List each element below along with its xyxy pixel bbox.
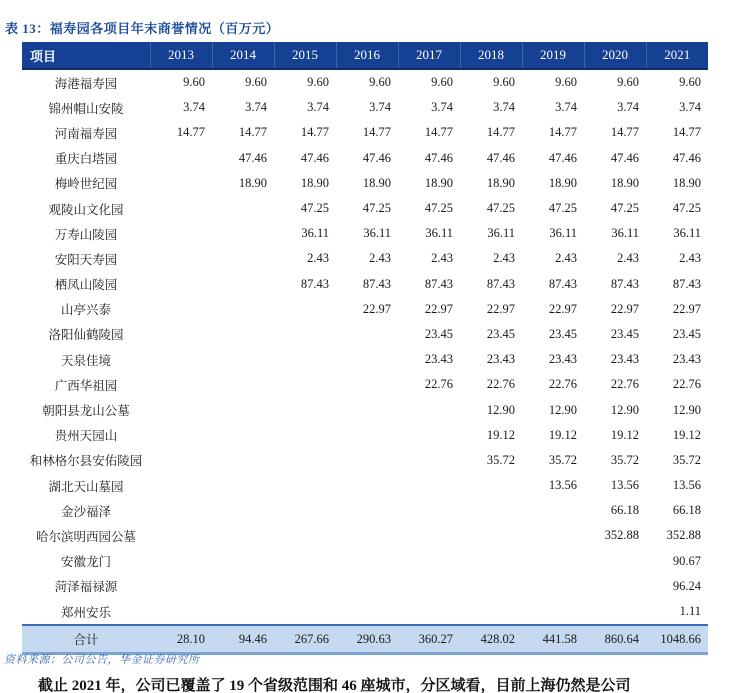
table-row [22,448,708,473]
value-cell: 14.77 [548,125,577,140]
column-header-year-2016: 2016 [336,42,398,69]
value-cell [212,549,274,574]
value-cell [336,372,398,397]
value-cell: 36.11 [549,226,577,241]
project-name-cell: 朝阳县龙山公墓 [42,404,130,419]
value-cell: 3.74 [431,100,453,115]
value-cell: 35.72 [672,452,701,467]
value-cell [150,423,212,448]
value-cell: 3.74 [245,100,267,115]
value-cell: 87.43 [610,276,639,291]
value-cell [274,574,336,599]
value-cell [460,599,522,625]
value-cell [522,599,584,625]
value-cell [212,473,274,498]
value-cell [460,473,522,498]
value-cell [398,599,460,625]
project-name-cell: 郑州安乐 [60,605,111,620]
value-cell: 90.67 [672,553,701,568]
value-cell: 47.25 [610,201,639,216]
value-cell: 14.77 [424,125,453,140]
value-cell: 66.18 [610,503,639,518]
value-cell: 22.97 [548,301,577,316]
value-cell: 23.43 [610,352,639,367]
column-header-year-2015: 2015 [274,42,336,69]
value-cell: 428.02 [460,625,522,654]
table-row [22,322,708,347]
project-name-cell: 金沙福泽 [60,504,111,519]
table-row [22,246,708,271]
value-cell: 13.56 [672,478,701,493]
value-cell: 35.72 [548,452,577,467]
value-cell: 14.77 [362,125,391,140]
value-cell: 3.74 [183,100,205,115]
table-footer [22,625,708,654]
value-cell [274,599,336,625]
project-name-cell: 安阳天寿园 [54,252,118,267]
value-cell: 47.25 [362,201,391,216]
table-row [22,549,708,574]
value-cell [274,473,336,498]
table-body [22,69,708,625]
value-cell [398,549,460,574]
value-cell [212,196,274,221]
value-cell: 23.43 [424,352,453,367]
value-cell: 47.46 [300,150,329,165]
value-cell: 441.58 [522,625,584,654]
value-cell [150,599,212,625]
value-cell: 12.90 [672,402,701,417]
value-cell: 9.60 [183,75,205,90]
project-name-cell: 哈尔滨明西园公墓 [35,529,136,544]
value-cell [398,574,460,599]
value-cell [150,322,212,347]
project-name-cell: 重庆白塔园 [54,152,118,167]
project-name-cell: 万寿山陵园 [54,227,118,242]
column-header-year-2020: 2020 [584,42,646,69]
value-cell: 23.43 [486,352,515,367]
table-row [22,347,708,372]
value-cell [336,397,398,422]
value-cell: 14.77 [300,125,329,140]
value-cell: 36.11 [363,226,391,241]
value-cell: 3.74 [555,100,577,115]
value-cell: 3.74 [679,100,701,115]
value-cell [460,523,522,548]
value-cell: 9.60 [431,75,453,90]
value-cell [336,498,398,523]
project-name-cell: 广西华祖园 [54,378,118,393]
project-name-cell: 海港福寿园 [54,76,118,91]
table-row [22,95,708,120]
table-row [22,498,708,523]
value-cell: 13.56 [610,478,639,493]
value-cell [212,372,274,397]
value-cell: 22.76 [486,377,515,392]
value-cell: 1.11 [679,604,701,619]
table-row [22,473,708,498]
value-cell [336,423,398,448]
value-cell: 2.43 [555,251,577,266]
value-cell [212,397,274,422]
value-cell [150,246,212,271]
value-cell: 23.43 [672,352,701,367]
value-cell: 9.60 [555,75,577,90]
project-name-cell: 贵州天园山 [54,429,118,444]
value-cell [460,498,522,523]
value-cell [398,473,460,498]
value-cell [150,272,212,297]
value-cell: 87.43 [362,276,391,291]
value-cell [398,397,460,422]
value-cell [460,574,522,599]
value-cell [584,549,646,574]
value-cell: 87.43 [300,276,329,291]
value-cell [398,448,460,473]
value-cell [274,498,336,523]
value-cell: 3.74 [369,100,391,115]
value-cell: 14.77 [176,125,205,140]
goodwill-table [22,42,708,655]
project-name-cell: 河南福寿园 [54,126,118,141]
value-cell [150,397,212,422]
project-name-cell: 锦州帽山安陵 [48,101,124,116]
value-cell: 9.60 [369,75,391,90]
value-cell [212,523,274,548]
value-cell: 87.43 [424,276,453,291]
value-cell: 22.97 [672,301,701,316]
value-cell: 23.45 [548,326,577,341]
value-cell: 47.46 [486,150,515,165]
project-name-cell: 梅岭世纪园 [54,177,118,192]
column-header-year-2018: 2018 [460,42,522,69]
table-row [22,146,708,171]
value-cell: 9.60 [617,75,639,90]
value-cell: 12.90 [610,402,639,417]
table-row [22,397,708,422]
value-cell: 47.25 [424,201,453,216]
value-cell: 860.64 [584,625,646,654]
value-cell: 47.46 [238,150,267,165]
value-cell [336,523,398,548]
value-cell: 18.90 [610,175,639,190]
value-cell: 47.46 [548,150,577,165]
value-cell: 12.90 [548,402,577,417]
value-cell: 47.25 [672,201,701,216]
project-name-cell: 和林格尔县安佑陵园 [29,454,143,469]
value-cell [212,246,274,271]
table-row [22,272,708,297]
project-name-cell: 天泉佳境 [60,353,111,368]
value-cell [336,347,398,372]
value-cell [336,574,398,599]
table-row [22,297,708,322]
value-cell: 47.25 [548,201,577,216]
value-cell: 22.97 [424,301,453,316]
value-cell: 36.11 [425,226,453,241]
value-cell: 9.60 [493,75,515,90]
value-cell: 14.77 [672,125,701,140]
value-cell: 47.46 [610,150,639,165]
table-row [22,196,708,221]
value-cell [274,549,336,574]
value-cell [150,372,212,397]
table-row [22,171,708,196]
value-cell [274,322,336,347]
value-cell: 36.11 [611,226,639,241]
value-cell: 36.11 [301,226,329,241]
value-cell [212,448,274,473]
column-header-year-2017: 2017 [398,42,460,69]
value-cell [212,423,274,448]
value-cell [150,347,212,372]
value-cell: 19.12 [672,427,701,442]
value-cell [212,221,274,246]
value-cell: 47.46 [424,150,453,165]
value-cell [522,549,584,574]
value-cell [150,171,212,196]
value-cell: 352.88 [604,528,639,543]
column-header-year-2014: 2014 [212,42,274,69]
value-cell: 18.90 [300,175,329,190]
value-cell: 87.43 [486,276,515,291]
value-cell: 22.76 [548,377,577,392]
value-cell: 36.11 [673,226,701,241]
table-title: 表 13：福寿园各项目年末商誉情况（百万元） [5,21,280,36]
value-cell: 352.88 [666,528,701,543]
value-cell: 290.63 [336,625,398,654]
body-paragraph-truncated: 截止 2021 年，公司已覆盖了 19 个省级范围和 46 座城市，分区域看，目前上海仍然是公司 [38,678,631,693]
value-cell: 18.90 [672,175,701,190]
value-cell [212,574,274,599]
value-cell: 14.77 [486,125,515,140]
value-cell [274,423,336,448]
value-cell: 9.60 [307,75,329,90]
value-cell: 2.43 [369,251,391,266]
table-row [22,523,708,548]
value-cell [212,272,274,297]
total-row [22,625,708,654]
value-cell: 2.43 [679,251,701,266]
project-name-cell: 山亭兴泰 [60,303,111,318]
value-cell [398,423,460,448]
value-cell: 47.25 [486,201,515,216]
project-name-cell: 湖北天山墓园 [48,479,124,494]
table-row [22,372,708,397]
column-header-year-2013: 2013 [150,42,212,69]
value-cell: 18.90 [548,175,577,190]
value-cell: 36.11 [487,226,515,241]
value-cell: 47.25 [300,201,329,216]
value-cell: 35.72 [610,452,639,467]
value-cell: 19.12 [548,427,577,442]
value-cell: 3.74 [307,100,329,115]
table-row [22,574,708,599]
value-cell: 22.97 [362,301,391,316]
value-cell [212,347,274,372]
value-cell: 23.45 [610,326,639,341]
value-cell: 18.90 [362,175,391,190]
table-row [22,423,708,448]
value-cell [398,523,460,548]
table-header-row [22,42,708,69]
value-cell: 22.76 [424,377,453,392]
value-cell: 19.12 [610,427,639,442]
value-cell: 66.18 [672,503,701,518]
value-cell: 22.76 [672,377,701,392]
value-cell: 47.46 [672,150,701,165]
value-cell [212,498,274,523]
table-row [22,69,708,95]
value-cell [522,574,584,599]
value-cell [150,146,212,171]
value-cell [336,473,398,498]
source-note: 资料来源：公司公告，华金证券研究所 [4,654,200,666]
table-row [22,221,708,246]
value-cell: 3.74 [493,100,515,115]
value-cell [150,448,212,473]
value-cell [212,322,274,347]
value-cell: 2.43 [493,251,515,266]
column-header-year-2021: 2021 [646,42,708,69]
value-cell [584,574,646,599]
column-header-project: 项目 [22,42,150,69]
value-cell: 96.24 [672,578,701,593]
value-cell [522,498,584,523]
value-cell: 22.76 [610,377,639,392]
value-cell: 3.74 [617,100,639,115]
total-label-cell: 合计 [22,625,150,654]
value-cell [274,448,336,473]
value-cell: 23.45 [672,326,701,341]
value-cell: 9.60 [245,75,267,90]
value-cell: 18.90 [424,175,453,190]
value-cell: 23.43 [548,352,577,367]
value-cell [336,322,398,347]
value-cell: 22.97 [486,301,515,316]
value-cell [150,498,212,523]
value-cell: 87.43 [548,276,577,291]
value-cell: 14.77 [610,125,639,140]
value-cell: 12.90 [486,402,515,417]
value-cell [150,221,212,246]
value-cell [336,599,398,625]
value-cell: 2.43 [617,251,639,266]
project-name-cell: 观陵山文化园 [48,202,124,217]
value-cell [274,523,336,548]
value-cell: 18.90 [238,175,267,190]
value-cell [274,297,336,322]
value-cell [150,297,212,322]
value-cell [150,549,212,574]
value-cell [274,372,336,397]
value-cell: 360.27 [398,625,460,654]
value-cell: 2.43 [431,251,453,266]
value-cell: 23.45 [424,326,453,341]
value-cell: 19.12 [486,427,515,442]
project-name-cell: 菏泽福禄源 [54,580,118,595]
project-name-cell: 安徽龙门 [60,555,111,570]
value-cell: 2.43 [307,251,329,266]
value-cell [212,297,274,322]
table-row [22,120,708,145]
value-cell: 47.46 [362,150,391,165]
value-cell [584,599,646,625]
value-cell [150,196,212,221]
value-cell: 22.97 [610,301,639,316]
value-cell [274,397,336,422]
value-cell: 13.56 [548,478,577,493]
value-cell [336,448,398,473]
value-cell [150,523,212,548]
value-cell [336,549,398,574]
value-cell [522,523,584,548]
value-cell: 87.43 [672,276,701,291]
table-row [22,599,708,625]
value-cell [150,473,212,498]
project-name-cell: 洛阳仙鹤陵园 [48,328,124,343]
value-cell [150,574,212,599]
project-name-cell: 栖凤山陵园 [54,278,118,293]
value-cell: 35.72 [486,452,515,467]
value-cell: 1048.66 [646,625,708,654]
value-cell: 14.77 [238,125,267,140]
value-cell: 18.90 [486,175,515,190]
value-cell: 23.45 [486,326,515,341]
value-cell: 9.60 [679,75,701,90]
value-cell [398,498,460,523]
value-cell [460,549,522,574]
table-header [22,42,708,69]
value-cell [274,347,336,372]
value-cell [212,599,274,625]
value-cell: 28.10 [150,625,212,654]
value-cell: 94.46 [212,625,274,654]
value-cell: 267.66 [274,625,336,654]
column-header-year-2019: 2019 [522,42,584,69]
